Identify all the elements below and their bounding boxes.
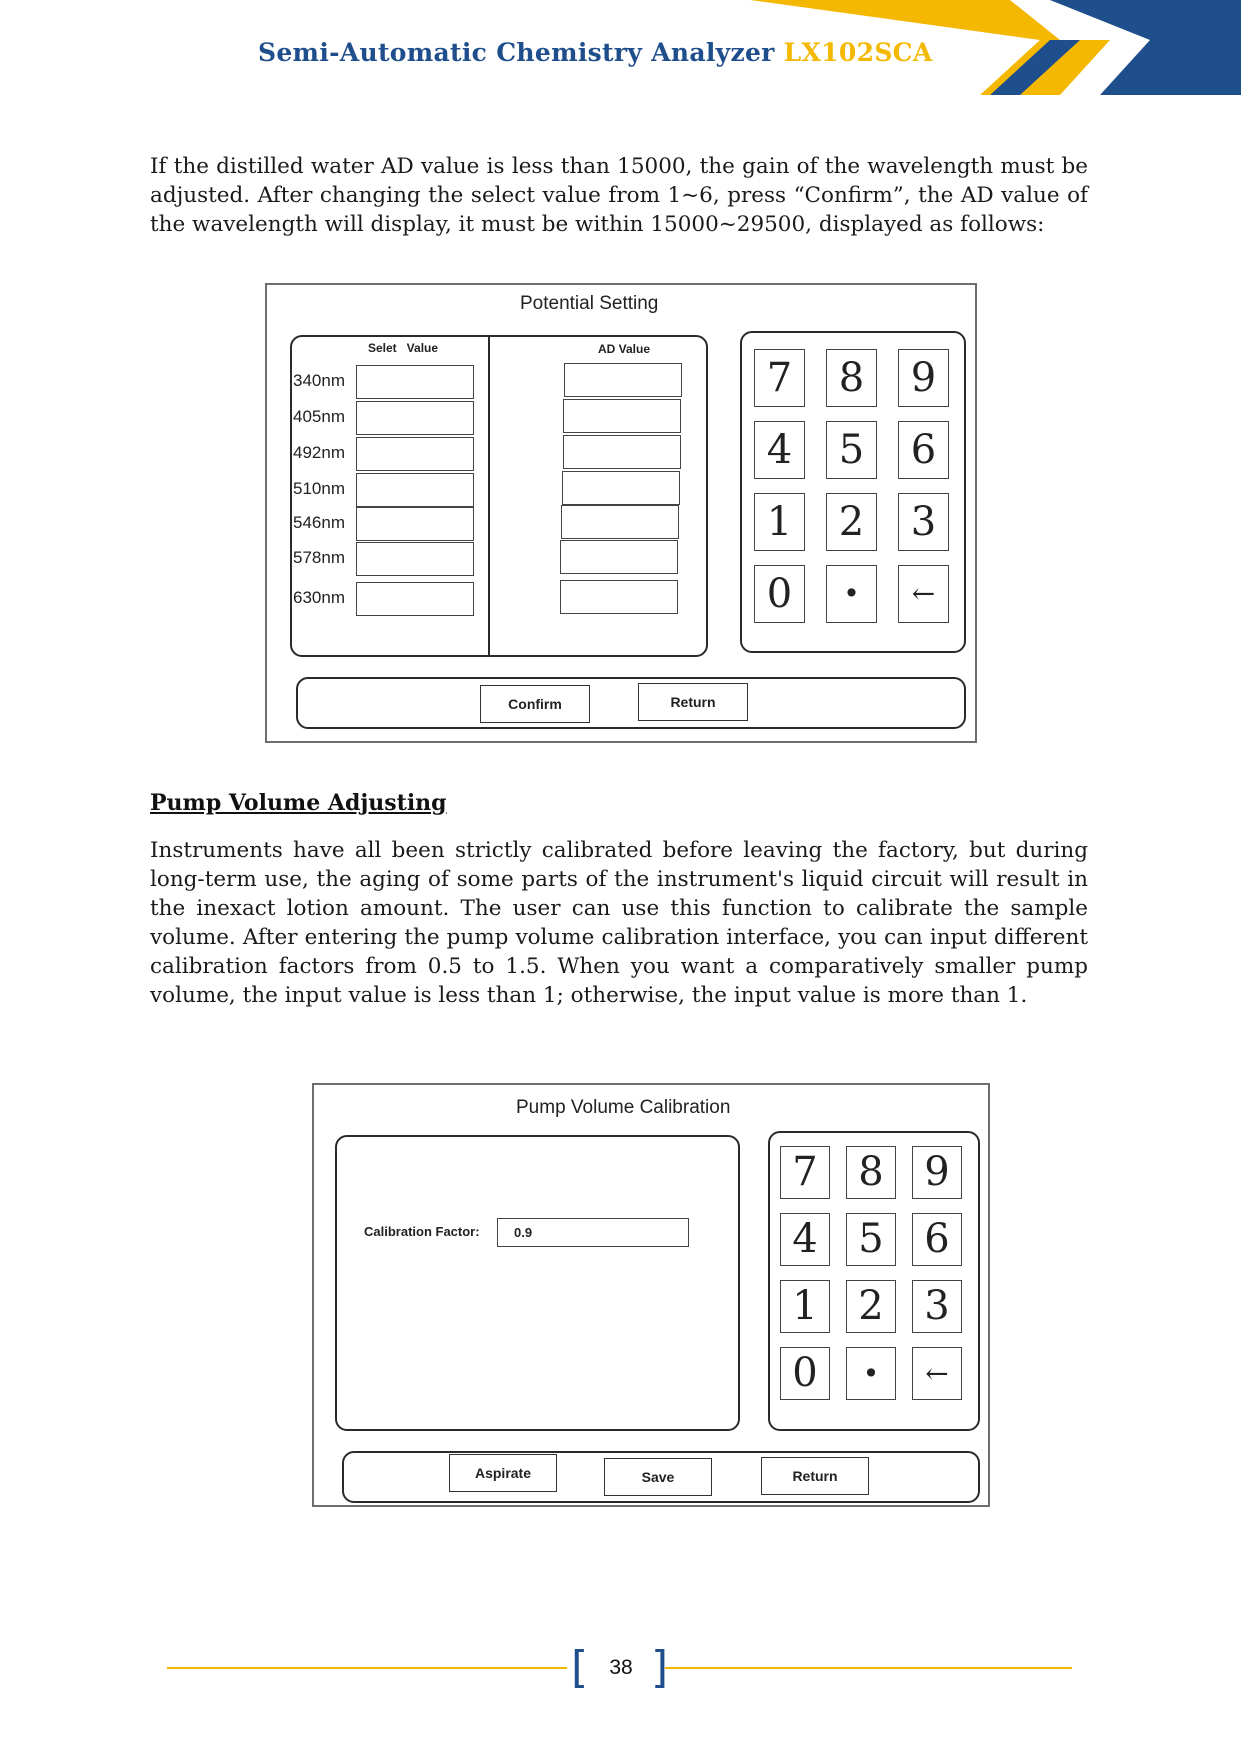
return-button[interactable]: Return [638,683,748,721]
calibration-factor-value: 0.9 [514,1225,533,1240]
section-heading: Pump Volume Adjusting [150,790,447,816]
calibration-factor-input[interactable] [497,1218,689,1247]
pump-calibration-title: Pump Volume Calibration [516,1097,731,1118]
ad-value-field [563,399,681,433]
header-chevron-graphic [750,0,1241,95]
header-title-text: Semi-Automatic Chemistry Analyzer [258,38,775,67]
ad-value-field [560,540,678,574]
pump-keypad-key-0[interactable]: 0 [780,1347,830,1400]
keypad-panel [740,331,966,653]
page-number: 38 [609,1656,633,1679]
save-button[interactable]: Save [604,1458,712,1496]
select-value-input[interactable] [356,582,474,616]
wavelength-panel [290,335,708,657]
select-value-header: Selet Value [368,341,439,355]
select-value-input[interactable] [356,401,474,435]
wavelength-label: 630nm [293,588,345,607]
ad-value-field [561,505,679,539]
footer-bracket-left: [ [571,1642,589,1693]
pump-keypad-key-8[interactable]: 8 [846,1146,896,1199]
aspirate-button[interactable]: Aspirate [449,1454,557,1492]
ad-value-field [560,580,678,614]
ad-value-field [562,471,680,505]
keypad-key-8[interactable]: 8 [826,349,877,407]
keypad-key-2[interactable]: 2 [826,493,877,551]
keypad-key-7[interactable]: 7 [754,349,805,407]
footer-bracket-right: ] [651,1642,669,1693]
select-value-input[interactable] [356,437,474,471]
keypad-key-1[interactable]: 1 [754,493,805,551]
keypad-key-5[interactable]: 5 [826,421,877,479]
wavelength-label: 546nm [293,513,345,532]
pump-keypad-key-1[interactable]: 1 [780,1280,830,1333]
pump-keypad-panel [768,1131,980,1431]
wavelength-label: 340nm [293,371,345,390]
keypad-key-dot[interactable]: • [826,565,877,623]
pump-paragraph: Instruments have all been strictly calibrated before leaving the factory, but during long-term use, the aging of some parts of the instrument's liquid circuit will result in the inexact lotion amount. The user can use this function to calibrate the sample volume. After entering the pump volume calibration interface, you can input different calibration factors from 0.5 to 1.5. When you want a comparatively smaller pump volume, the input value is less than 1; otherwise, the input value is more than 1. [150,838,1088,1008]
select-value-input[interactable] [356,473,474,507]
wavelength-label: 578nm [293,548,345,567]
keypad-key-4[interactable]: 4 [754,421,805,479]
pump-keypad-key-9[interactable]: 9 [912,1146,962,1199]
pump-keypad-key-backspace[interactable]: ← [912,1347,962,1400]
button-bar [296,677,966,729]
pump-keypad-key-2[interactable]: 2 [846,1280,896,1333]
pump-calibration-screen [312,1083,990,1507]
column-divider [488,337,490,655]
select-value-input[interactable] [356,507,474,541]
pump-keypad-key-3[interactable]: 3 [912,1280,962,1333]
wavelength-label: 510nm [293,479,345,498]
potential-setting-title: Potential Setting [520,293,659,314]
header-model: LX102SCA [783,38,933,67]
pump-keypad-key-6[interactable]: 6 [912,1213,962,1266]
pump-keypad-key-7[interactable]: 7 [780,1146,830,1199]
select-value-input[interactable] [356,542,474,576]
select-value-input[interactable] [356,365,474,399]
ad-value-header: AD Value [598,342,651,356]
keypad-key-6[interactable]: 6 [898,421,949,479]
ad-value-field [563,435,681,469]
wavelength-label: 492nm [293,443,345,462]
keypad-key-backspace[interactable]: ← [898,565,949,623]
pump-keypad-key-dot[interactable]: • [846,1347,896,1400]
calibration-panel [335,1135,740,1431]
intro-paragraph: If the distilled water AD value is less than 15000, the gain of the wavelength must be adjusted. After changing the select value from 1~6, press “Confirm”, the AD value of the wavelength will display, it must be within 15000~29500, displayed as follows: [150,154,1088,237]
ad-value-field [564,363,682,397]
calibration-factor-label: Calibration Factor: [364,1224,480,1239]
footer-rule-right [665,1667,1072,1669]
potential-setting-screen [265,283,977,743]
wavelength-label: 405nm [293,407,345,426]
footer-rule-left [167,1667,567,1669]
keypad-key-3[interactable]: 3 [898,493,949,551]
keypad-key-0[interactable]: 0 [754,565,805,623]
pump-return-button[interactable]: Return [761,1457,869,1495]
pump-keypad-key-4[interactable]: 4 [780,1213,830,1266]
confirm-button[interactable]: Confirm [480,685,590,723]
keypad-key-9[interactable]: 9 [898,349,949,407]
pump-button-bar [342,1451,980,1503]
pump-keypad-key-5[interactable]: 5 [846,1213,896,1266]
